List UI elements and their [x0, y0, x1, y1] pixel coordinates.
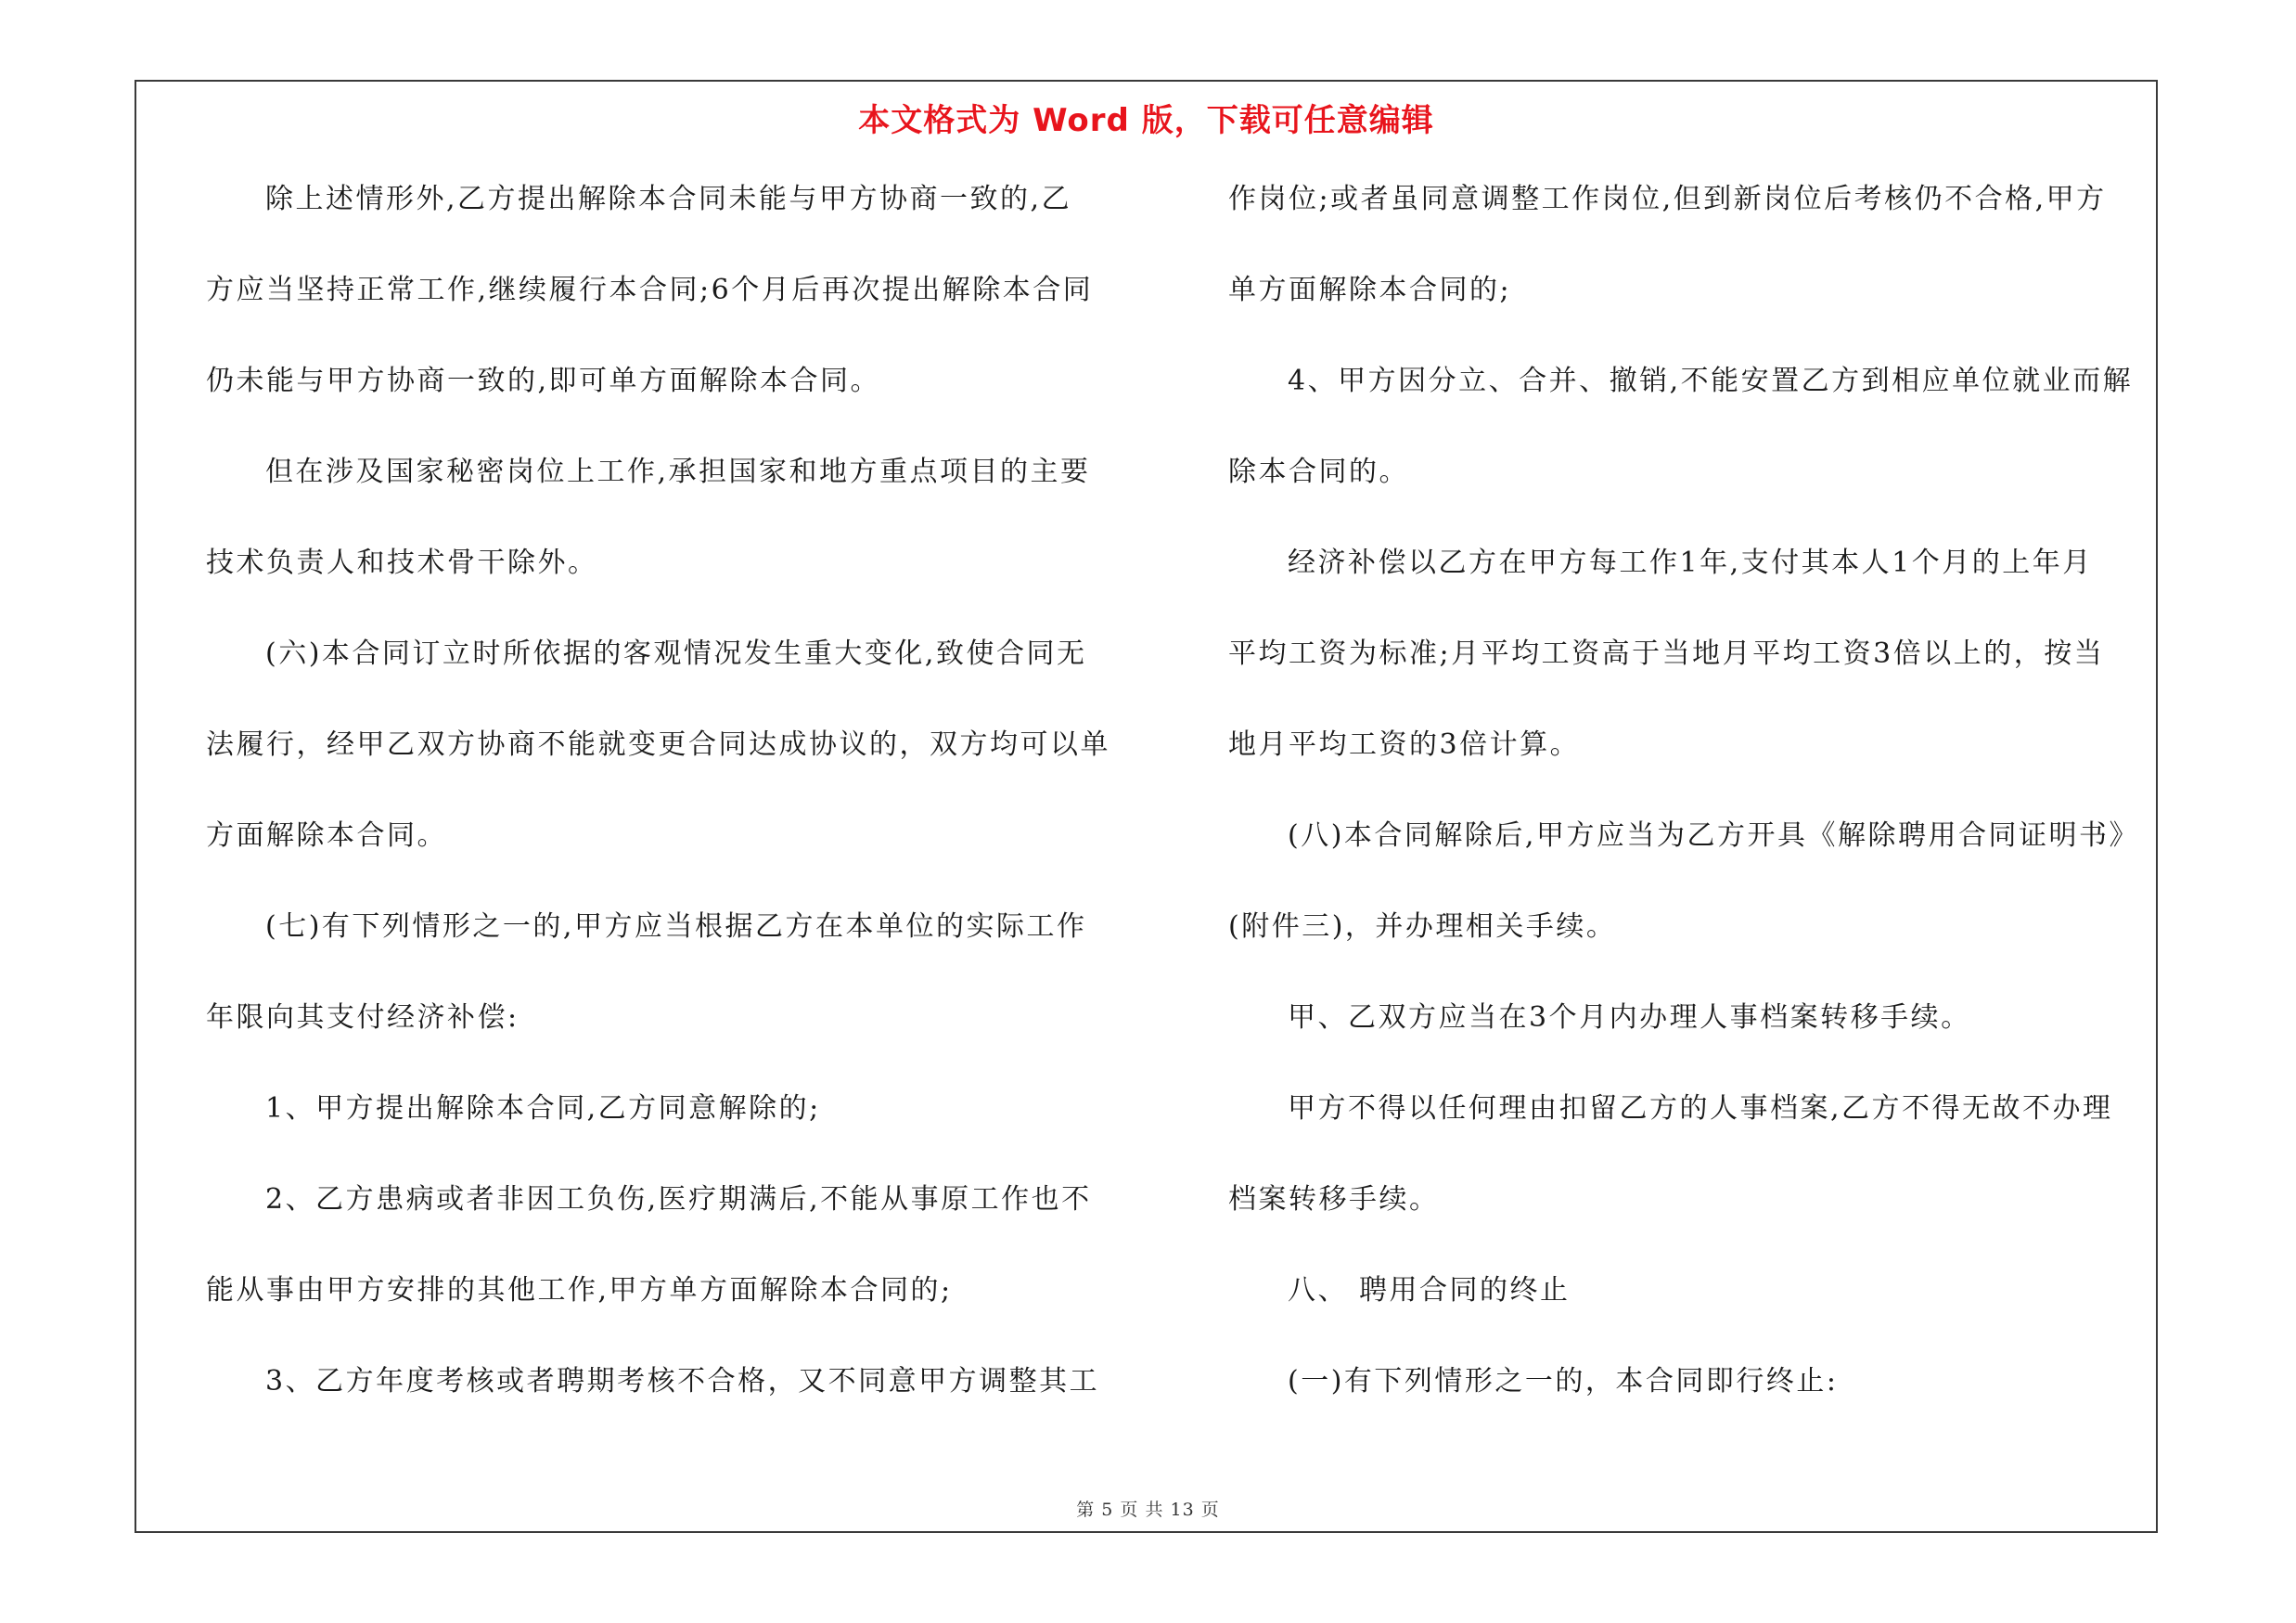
text-line: 3、乙方年度考核或者聘期考核不合格，又不同意甲方调整其工 [265, 1365, 1100, 1398]
text-line: 除上述情形外,乙方提出解除本合同未能与甲方协商一致的,乙 [265, 183, 1072, 215]
text-line: 技术负责人和技术骨干除外。 [206, 547, 598, 579]
text-line: 除本合同的。 [1228, 456, 1409, 488]
text-line: 作岗位;或者虽同意调整工作岗位,但到新岗位后考核仍不合格,甲方 [1228, 183, 2107, 215]
text-line: 年限向其支付经济补偿: [206, 1001, 519, 1034]
page-number-footer: 第 5 页 共 13 页 [1076, 1500, 1220, 1520]
text-line: 平均工资为标准;月平均工资高于当地月平均工资3倍以上的，按当 [1228, 638, 2105, 670]
text-line: 仍未能与甲方协商一致的,即可单方面解除本合同。 [206, 365, 881, 397]
text-line: 4、甲方因分立、合并、撤销,不能安置乙方到相应单位就业而解 [1288, 365, 2134, 397]
text-line: 1、甲方提出解除本合同,乙方同意解除的; [265, 1092, 821, 1125]
text-line: 甲方不得以任何理由扣留乙方的人事档案,乙方不得无故不办理 [1288, 1092, 2113, 1125]
text-line: (一)有下列情形之一的，本合同即行终止: [1288, 1365, 1839, 1398]
text-line: 能从事由甲方安排的其他工作,甲方单方面解除本合同的; [206, 1274, 953, 1307]
text-line: 经济补偿以乙方在甲方每工作1年,支付其本人1个月的上年月 [1288, 547, 2093, 579]
right-text-column [1228, 178, 2148, 1451]
text-line: 地月平均工资的3倍计算。 [1228, 728, 1581, 761]
text-line: 方面解除本合同。 [206, 819, 447, 852]
text-line: (六)本合同订立时所依据的客观情况发生重大变化,致使合同无 [265, 638, 1087, 670]
text-line: 单方面解除本合同的; [1228, 274, 1512, 306]
left-text-column [206, 178, 1126, 1451]
text-line: 法履行，经甲乙双方协商不能就变更合同达成协议的，双方均可以单 [206, 728, 1110, 761]
text-line: (八)本合同解除后,甲方应当为乙方开具《解除聘用合同证明书》 [1288, 819, 2139, 852]
text-line: 但在涉及国家秘密岗位上工作,承担国家和地方重点项目的主要 [265, 456, 1091, 488]
text-line: 甲、乙双方应当在3个月内办理人事档案转移手续。 [1288, 1001, 1971, 1034]
text-line: (七)有下列情形之一的,甲方应当根据乙方在本单位的实际工作 [265, 910, 1087, 943]
format-banner: 本文格式为 Word 版，下载可任意编辑 [858, 102, 1434, 139]
text-line: 方应当坚持正常工作,继续履行本合同;6个月后再次提出解除本合同 [206, 274, 1094, 306]
text-line: 2、乙方患病或者非因工负伤,医疗期满后,不能从事原工作也不 [265, 1183, 1092, 1216]
text-line: 档案转移手续。 [1228, 1183, 1440, 1216]
text-line: 八、 聘用合同的终止 [1288, 1274, 1571, 1307]
text-line: (附件三)，并办理相关手续。 [1228, 910, 1617, 943]
